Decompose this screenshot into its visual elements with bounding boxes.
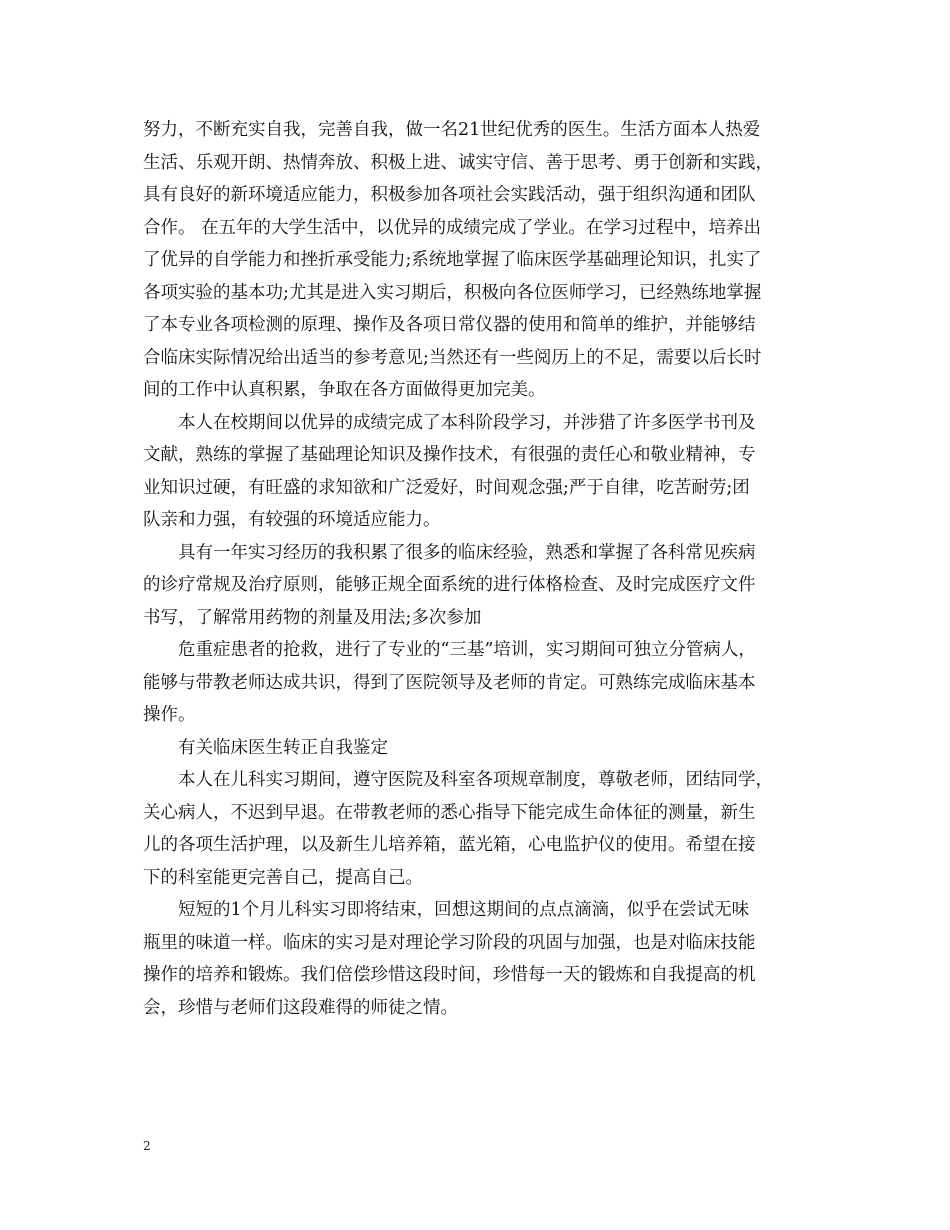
text-line: 短短的1个月儿科实习即将结束，回想这期间的点点滴滴，似乎在尝试无味 bbox=[178, 900, 750, 920]
paragraph-p1 bbox=[143, 114, 823, 407]
text-line: 具有一年实习经历的我积累了很多的临床经验，熟悉和掌握了各科常见疾病 bbox=[178, 542, 756, 563]
text-line: 会，珍惜与老师们这段难得的师徒之情。 bbox=[143, 997, 458, 1018]
text-line: 能够与带教老师达成共识，得到了医院领导及老师的肯定。可熟练完成临床基本 bbox=[143, 672, 756, 693]
text-line: 下的科室能更完善自己，提高自己。 bbox=[143, 867, 423, 888]
text-line: 合作。 在五年的大学生活中，以优异的成绩完成了学业。在学习过程中，培养出 bbox=[143, 217, 762, 238]
text-line: 业知识过硬，有旺盛的求知欲和广泛爱好，时间观念强;严于自律，吃苦耐劳;团 bbox=[143, 477, 750, 498]
text-line: 队亲和力强，有较强的环境适应能力。 bbox=[143, 510, 441, 530]
paragraph-p7 bbox=[143, 894, 823, 1024]
paragraph-p6 bbox=[143, 764, 823, 894]
text-line: 努力，不断充实自我，完善自我，做一名21世纪优秀的医生。生活方面本人热爱 bbox=[143, 120, 761, 140]
text-line: 有关临床医生转正自我鉴定 bbox=[178, 737, 388, 758]
text-line: 儿的各项生活护理，以及新生儿培养箱，蓝光箱，心电监护仪的使用。希望在接 bbox=[143, 835, 756, 855]
text-line: 关心病人，不迟到早退。在带教老师的悉心指导下能完成生命体征的测量，新生 bbox=[143, 802, 756, 823]
text-line: 各项实验的基本功;尤其是进入实习期后，积极向各位医师学习，已经熟练地掌握 bbox=[143, 282, 762, 303]
text-line: 了优异的自学能力和挫折承受能力;系统地掌握了临床医学基础理论知识，扎实了 bbox=[143, 250, 762, 270]
document-body bbox=[143, 114, 823, 1024]
paragraph-p5 bbox=[143, 732, 823, 765]
text-line: 危重症患者的抢救，进行了专业的“三基”培训，实习期间可独立分管病人， bbox=[178, 640, 756, 660]
text-line: 本人在校期间以优异的成绩完成了本科阶段学习，并涉猎了许多医学书刊及 bbox=[178, 412, 756, 433]
paragraph-p3 bbox=[143, 537, 823, 635]
text-line: 本人在儿科实习期间，遵守医院及科室各项规章制度，尊敬老师，团结同学， bbox=[178, 770, 773, 790]
text-line: 书写，了解常用药物的剂量及用法;多次参加 bbox=[143, 607, 482, 628]
text-line: 间的工作中认真积累，争取在各方面做得更加完美。 bbox=[143, 380, 546, 400]
text-line: 的诊疗常规及治疗原则，能够正规全面系统的进行体格检查、及时完成医疗文件 bbox=[143, 575, 756, 595]
text-line: 瓶里的味道一样。临床的实习是对理论学习阶段的巩固与加强，也是对临床技能 bbox=[143, 932, 756, 953]
page-number: 2 bbox=[143, 1139, 151, 1153]
text-line: 操作的培养和锻炼。我们倍偿珍惜这段时间，珍惜每一天的锻炼和自我提高的机 bbox=[143, 965, 756, 985]
text-line: 合临床实际情况给出适当的参考意见;当然还有一些阅历上的不足，需要以后长时 bbox=[143, 347, 762, 368]
text-line: 生活、乐观开朗、热情奔放、积极上进、诚实守信、善于思考、勇于创新和实践， bbox=[143, 152, 773, 173]
text-line: 文献，熟练的掌握了基础理论知识及操作技术，有很强的责任心和敬业精神，专 bbox=[143, 445, 756, 465]
paragraph-p2 bbox=[143, 407, 823, 537]
text-line: 操作。 bbox=[143, 705, 196, 725]
paragraph-p4 bbox=[143, 634, 823, 732]
text-line: 具有良好的新环境适应能力，积极参加各项社会实践活动，强于组织沟通和团队 bbox=[143, 185, 756, 205]
text-line: 了本专业各项检测的原理、操作及各项日常仪器的使用和简单的维护，并能够结 bbox=[143, 315, 756, 335]
